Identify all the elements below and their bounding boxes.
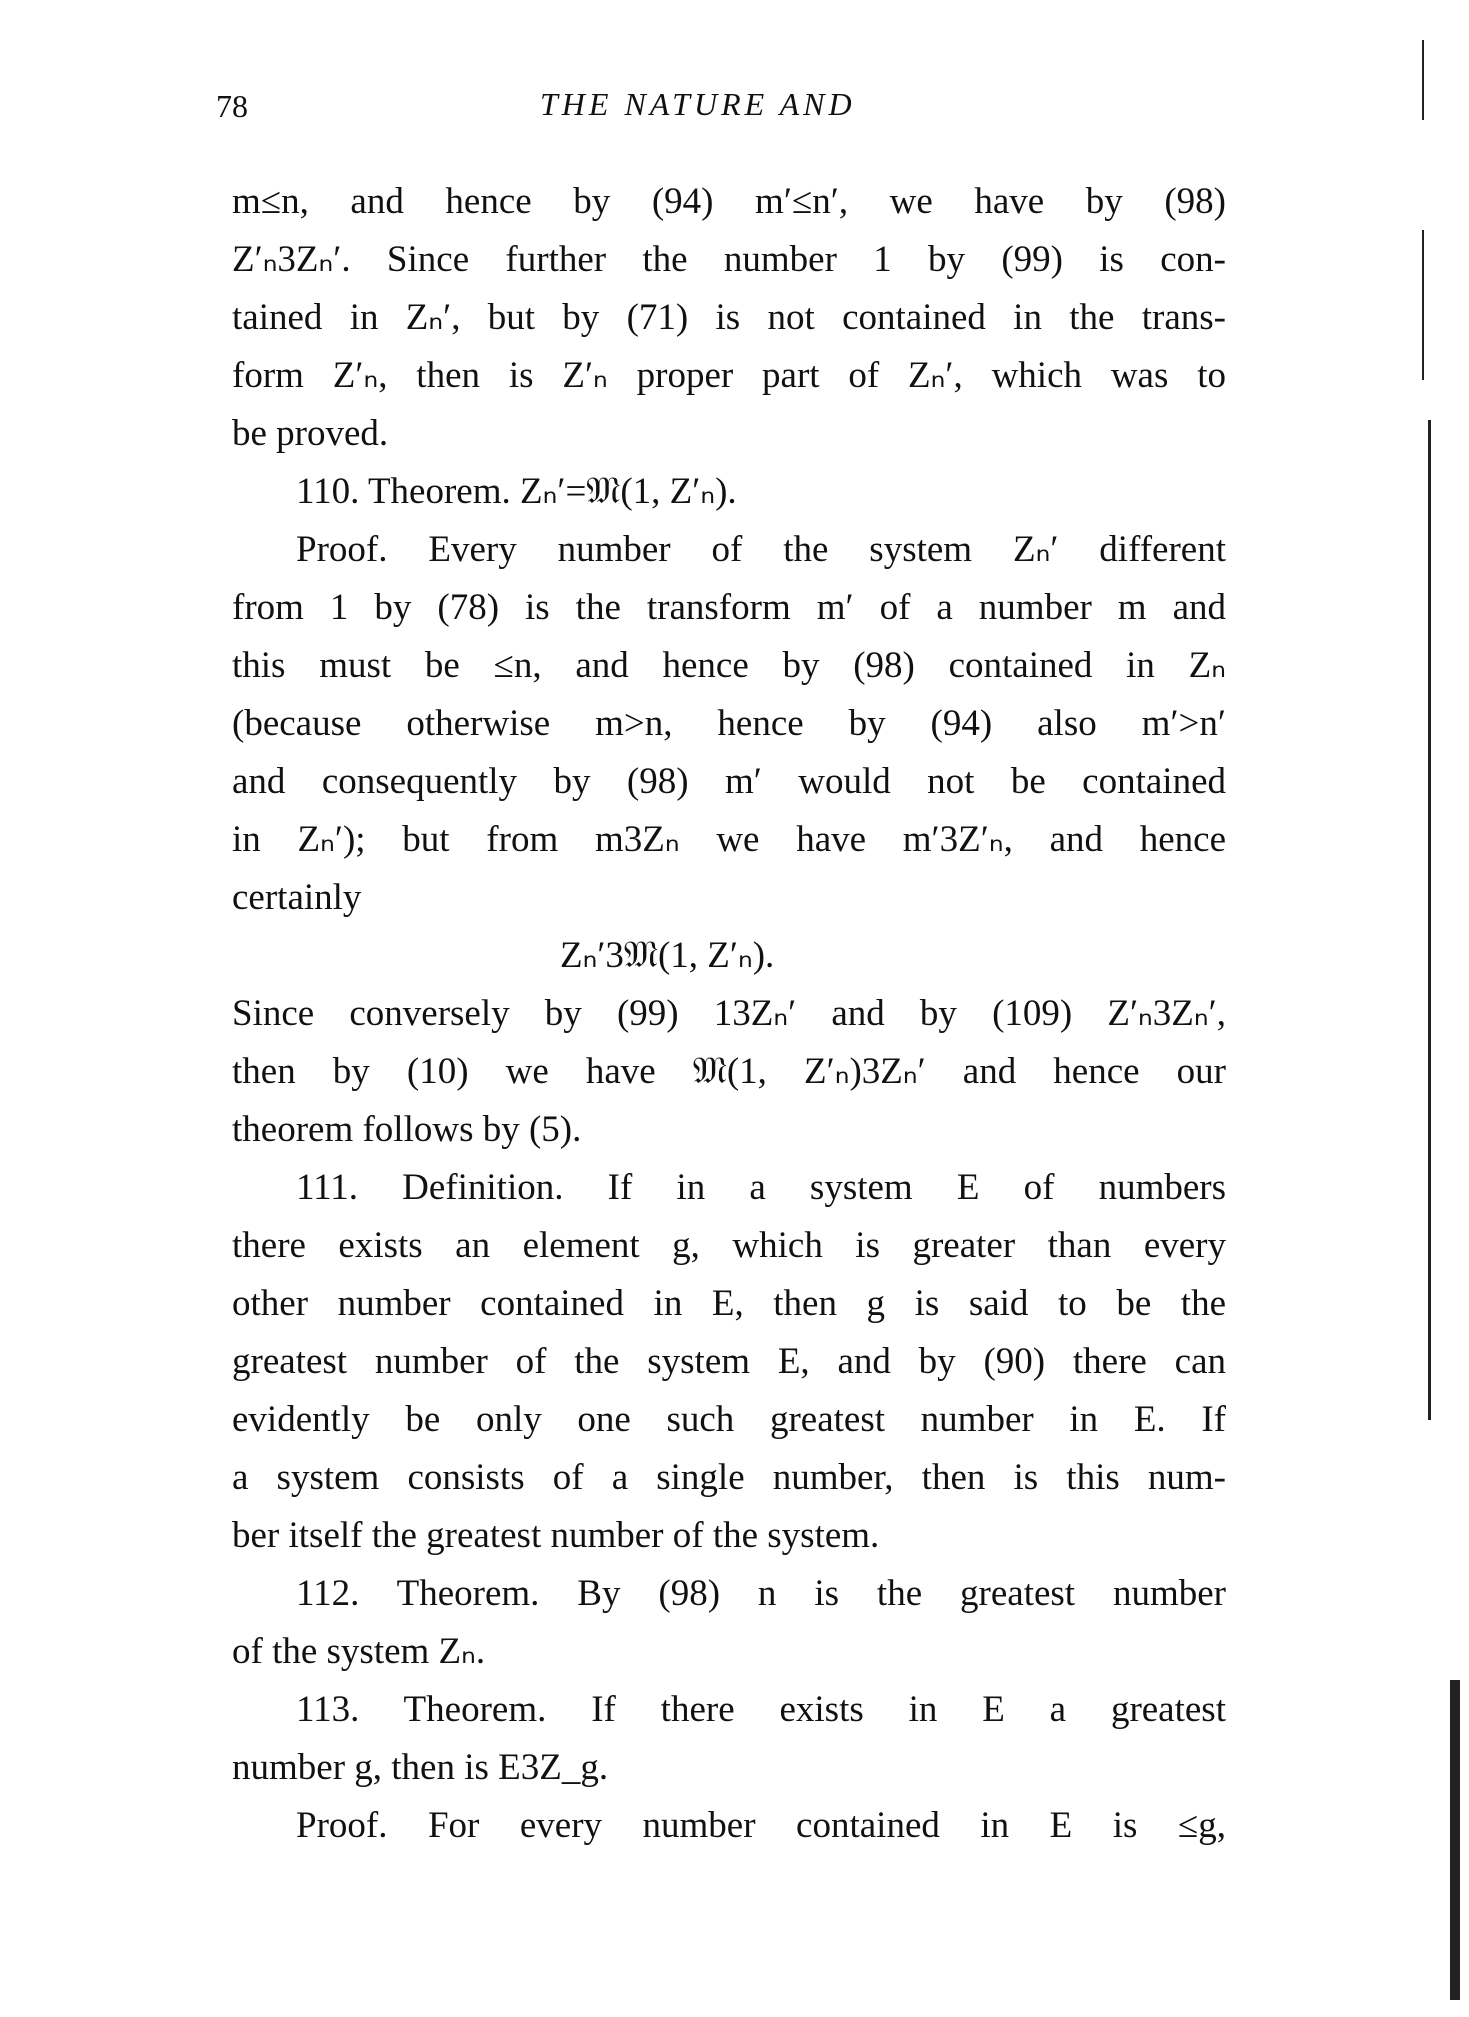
text-line: certainly: [232, 877, 362, 918]
theorem-110-heading: 110. Theorem. Zₙ′=𝔐(1, Z′ₙ).: [296, 471, 737, 512]
text-line: Since conversely by (99) 13Zₙ′ and by (109) Z′ₙ3Zₙ′,: [232, 993, 1226, 1034]
text-line: from 1 by (78) is the transform m′ of a number m and: [232, 587, 1226, 628]
text-line: form Z′ₙ, then is Z′ₙ proper part of Zₙ′, which was to: [232, 355, 1226, 396]
text-line: theorem follows by (5).: [232, 1109, 582, 1150]
display-formula: Zₙ′3𝔐(1, Z′ₙ).: [560, 935, 775, 976]
text-line: be proved.: [232, 413, 389, 454]
scan-edge-mark: [1422, 40, 1424, 120]
text-line: then by (10) we have 𝔐(1, Z′ₙ)3Zₙ′ and hence our: [232, 1051, 1226, 1092]
text-line: number g, then is E3Z_g.: [232, 1747, 609, 1788]
scan-edge-mark: [1428, 420, 1431, 1420]
scan-edge-mark: [1450, 1680, 1460, 2000]
text-line: there exists an element g, which is greater than every: [232, 1225, 1226, 1266]
text-line: (because otherwise m>n, hence by (94) also m′>n′: [232, 703, 1226, 744]
text-line: Proof. Every number of the system Zₙ′ different: [296, 529, 1226, 570]
text-line: m≤n, and hence by (94) m′≤n′, we have by (98): [232, 181, 1226, 222]
definition-111-heading: 111. Definition. If in a system E of numbers: [296, 1167, 1226, 1208]
text-line: other number contained in E, then g is said to be the: [232, 1283, 1226, 1324]
text-line: a system consists of a single number, then is this num-: [232, 1457, 1226, 1498]
text-line: ber itself the greatest number of the system.: [232, 1515, 880, 1556]
text-line: greatest number of the system E, and by (90) there can: [232, 1341, 1226, 1382]
theorem-113-heading: 113. Theorem. If there exists in E a greatest: [296, 1689, 1226, 1730]
proof-line: Proof. For every number contained in E is ≤g,: [296, 1805, 1226, 1846]
running-head: THE NATURE AND: [540, 86, 856, 122]
scan-edge-mark: [1422, 230, 1424, 380]
theorem-112-heading: 112. Theorem. By (98) n is the greatest number: [296, 1573, 1226, 1614]
page-number: 78: [216, 88, 248, 124]
text-line: Z′ₙ3Zₙ′. Since further the number 1 by (99) is con-: [232, 239, 1226, 280]
text-line: in Zₙ′); but from m3Zₙ we have m′3Z′ₙ, and hence: [232, 819, 1226, 860]
text-line: this must be ≤n, and hence by (98) contained in Zₙ: [232, 645, 1226, 686]
text-line: and consequently by (98) m′ would not be contained: [232, 761, 1226, 802]
text-line: evidently be only one such greatest number in E. If: [232, 1399, 1226, 1440]
text-line: of the system Zₙ.: [232, 1631, 486, 1672]
text-line: tained in Zₙ′, but by (71) is not contained in the trans-: [232, 297, 1226, 338]
